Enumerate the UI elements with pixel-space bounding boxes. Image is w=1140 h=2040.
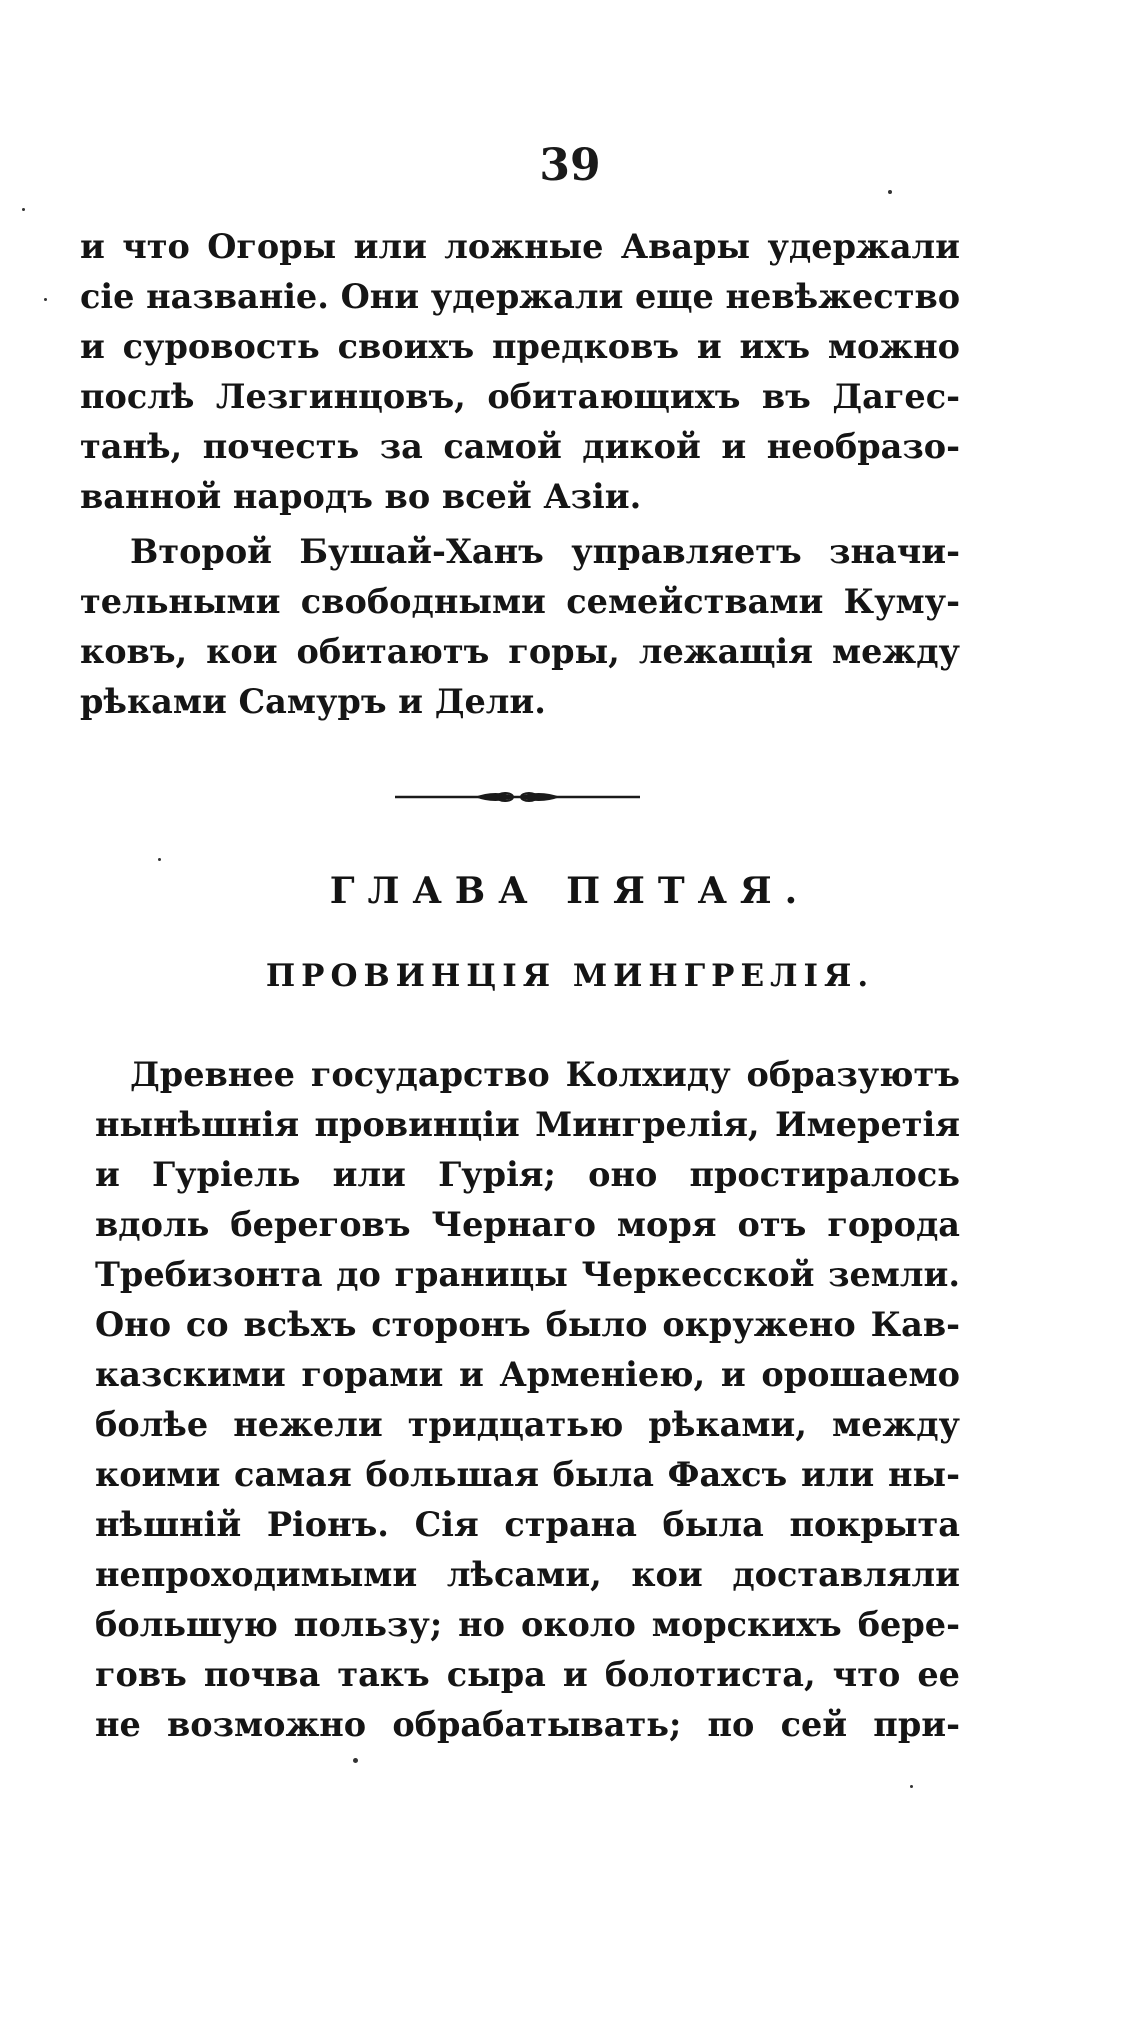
text-line: ванной народъ во всей Азіи. <box>80 477 642 516</box>
text-line: болѣе нежели тридцатью рѣками, между <box>95 1405 960 1444</box>
text-line: большую пользу; но около морскихъ бере- <box>95 1605 960 1644</box>
text-line: рѣками Самуръ и Дели. <box>80 682 546 721</box>
section-heading: ПРОВИНЦІЯ МИНГРЕЛІЯ. <box>265 958 875 994</box>
scan-speck <box>22 208 25 211</box>
text-line: нѣшній Ріонъ. Сія страна была покрыта <box>95 1505 960 1544</box>
text-line: Второй Бушай-Ханъ управляетъ значи- <box>130 532 960 571</box>
ornamental-divider <box>395 788 640 806</box>
text-line: ковъ, кои обитаютъ горы, лежащія между <box>80 632 960 671</box>
text-line: и Гуріель или Гурія; оно простиралось <box>95 1155 960 1194</box>
text-line: и что Огоры или ложные Авары удержали <box>80 227 960 266</box>
scan-speck <box>910 1785 913 1788</box>
text-line: послѣ Лезгинцовъ, обитающихъ въ Дагес- <box>80 377 960 416</box>
text-line: казскими горами и Арменіею, и орошаемо <box>95 1355 960 1394</box>
scan-speck <box>44 298 47 301</box>
scan-speck <box>888 190 892 194</box>
text-line: нынѣшнія провинціи Мингрелія, Имеретія <box>95 1105 960 1144</box>
text-line: вдоль береговъ Чернаго моря отъ города <box>95 1205 960 1244</box>
scan-speck <box>158 858 161 861</box>
text-line: сіе названіе. Они удержали еще невѣжество <box>80 277 961 316</box>
text-line: коими самая большая была Фахсъ или ны- <box>95 1455 960 1494</box>
text-line: тельными свободными семействами Куму- <box>80 582 960 621</box>
text-line: Оно со всѣхъ сторонъ было окружено Кав- <box>95 1305 960 1344</box>
text-line: и суровость своихъ предковъ и ихъ можно <box>80 327 960 366</box>
text-line: не возможно обрабатывать; по сей при- <box>95 1705 960 1744</box>
text-line: непроходимыми лѣсами, кои доставляли <box>95 1555 960 1594</box>
chapter-heading: ГЛАВА ПЯТАЯ. <box>329 870 811 912</box>
page-number: 39 <box>539 140 601 191</box>
text-line: говъ почва такъ сыра и болотиста, что ее <box>95 1655 960 1694</box>
text-line: Древнее государство Колхиду образуютъ <box>130 1055 960 1094</box>
text-line: танѣ, почесть за самой дикой и необразо- <box>80 427 960 466</box>
text-line: Требизонта до границы Черкесской земли. <box>95 1255 960 1294</box>
scan-speck <box>353 1758 358 1763</box>
